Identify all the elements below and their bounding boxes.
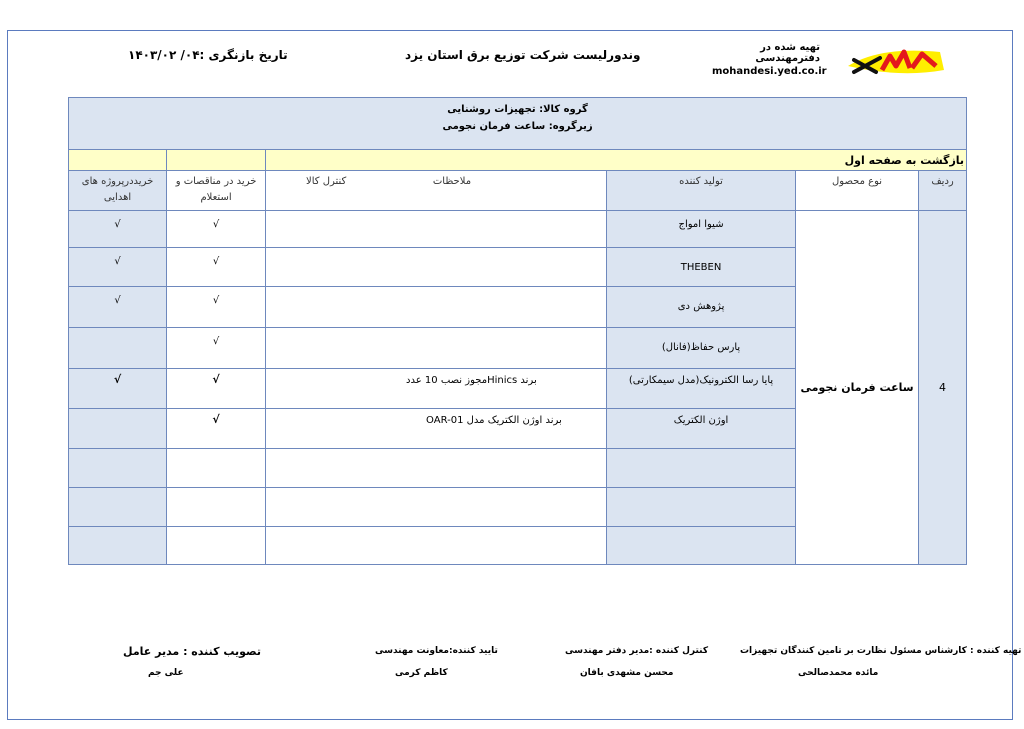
group-header-cell <box>69 98 967 150</box>
row-number-cell: 4 <box>919 211 967 565</box>
controller-title: کنترل کننده :مدیر دفتر مهندسی <box>565 646 709 656</box>
manufacturer-cell <box>607 527 796 565</box>
notes-cell: برند اوژن الکتریک مدل OAR-01 <box>266 409 607 449</box>
manufacturer-cell <box>607 488 796 527</box>
approver-name: کاظم کرمی <box>395 668 448 678</box>
notes-cell <box>266 328 607 369</box>
donation-check <box>69 449 167 488</box>
manufacturer-cell <box>607 449 796 488</box>
tender-check <box>167 488 266 527</box>
tender-check: √ <box>167 409 266 449</box>
tender-check: √ <box>167 328 266 369</box>
donation-check: √ <box>69 369 167 409</box>
donation-check <box>69 527 167 565</box>
tender-check: √ <box>167 211 266 248</box>
donation-check: √ <box>69 248 167 287</box>
website-text: mohandesi.yed.co.ir <box>712 66 827 77</box>
notes-cell <box>266 211 607 248</box>
tender-check <box>167 527 266 565</box>
manufacturer-cell: THEBEN <box>607 248 796 287</box>
back-spacer-1 <box>167 150 266 171</box>
tender-check: √ <box>167 369 266 409</box>
col-donation-purchase: خریددرپروژه های اهدایی <box>69 171 167 211</box>
col-tender-purchase: خرید در مناقصات و استعلام <box>167 171 266 211</box>
page-title: وندورلیست شرکت توزیع برق استان یزد <box>405 48 641 62</box>
donation-check <box>69 488 167 527</box>
donation-check <box>69 409 167 449</box>
back-spacer-2 <box>69 150 167 171</box>
notes-cell <box>266 287 607 328</box>
prepared-by-text: تهیه شده در دفترمهندسی <box>755 42 820 64</box>
col-notes: ملاحظات <box>432 176 472 187</box>
ratifier-name: علی جم <box>148 668 184 678</box>
manufacturer-cell: شیوا امواج <box>607 211 796 248</box>
back-link[interactable]: بازگشت به صفحه اول <box>266 150 967 171</box>
table-row <box>69 211 967 248</box>
approver-title: تایید کننده:معاونت مهندسی <box>375 646 498 656</box>
tender-check: √ <box>167 287 266 328</box>
col-product-type: نوع محصول <box>796 171 919 211</box>
company-logo-icon <box>840 42 950 82</box>
donation-check <box>69 328 167 369</box>
manufacturer-cell: پارس حفاظ(فانال) <box>607 328 796 369</box>
ratifier-title: تصویب کننده : مدیر عامل <box>123 645 261 658</box>
notes-cell <box>266 527 607 565</box>
vendor-table <box>68 97 967 565</box>
product-name-cell: ساعت فرمان نجومی <box>796 211 919 565</box>
preparer-title: تهیه کننده : کارشناس مسئول نظارت بر تامین کنندگان تجهیزات <box>740 646 1022 656</box>
notes-cell: برند Hinicsمجوز نصب 10 عدد <box>266 369 607 409</box>
revision-date: تاریخ بازنگری :۰۴/ ۱۴۰۳/۰۲ <box>128 48 288 62</box>
group-label: گروه کالا: تجهیزات روشنایی <box>447 104 588 115</box>
notes-cell <box>266 488 607 527</box>
col-notes-control <box>266 171 607 211</box>
tender-check: √ <box>167 248 266 287</box>
manufacturer-cell: پژوهش دی <box>607 287 796 328</box>
col-quality-control: کنترل کالا <box>306 176 347 187</box>
subgroup-label: زیرگروه: ساعت فرمان نجومی <box>442 121 593 132</box>
prepared-by-block <box>712 42 827 77</box>
notes-cell <box>266 449 607 488</box>
controller-name: محسن مشهدی بافان <box>580 668 674 678</box>
donation-check: √ <box>69 287 167 328</box>
manufacturer-cell: پایا رسا الکترونیک(مدل سیمکارتی) <box>607 369 796 409</box>
preparer-name: مائده محمدصالحی <box>798 668 879 678</box>
tender-check <box>167 449 266 488</box>
notes-cell <box>266 248 607 287</box>
col-manufacturer: تولید کننده <box>607 171 796 211</box>
manufacturer-cell: اوژن الکتریک <box>607 409 796 449</box>
col-row-number: ردیف <box>919 171 967 211</box>
donation-check: √ <box>69 211 167 248</box>
